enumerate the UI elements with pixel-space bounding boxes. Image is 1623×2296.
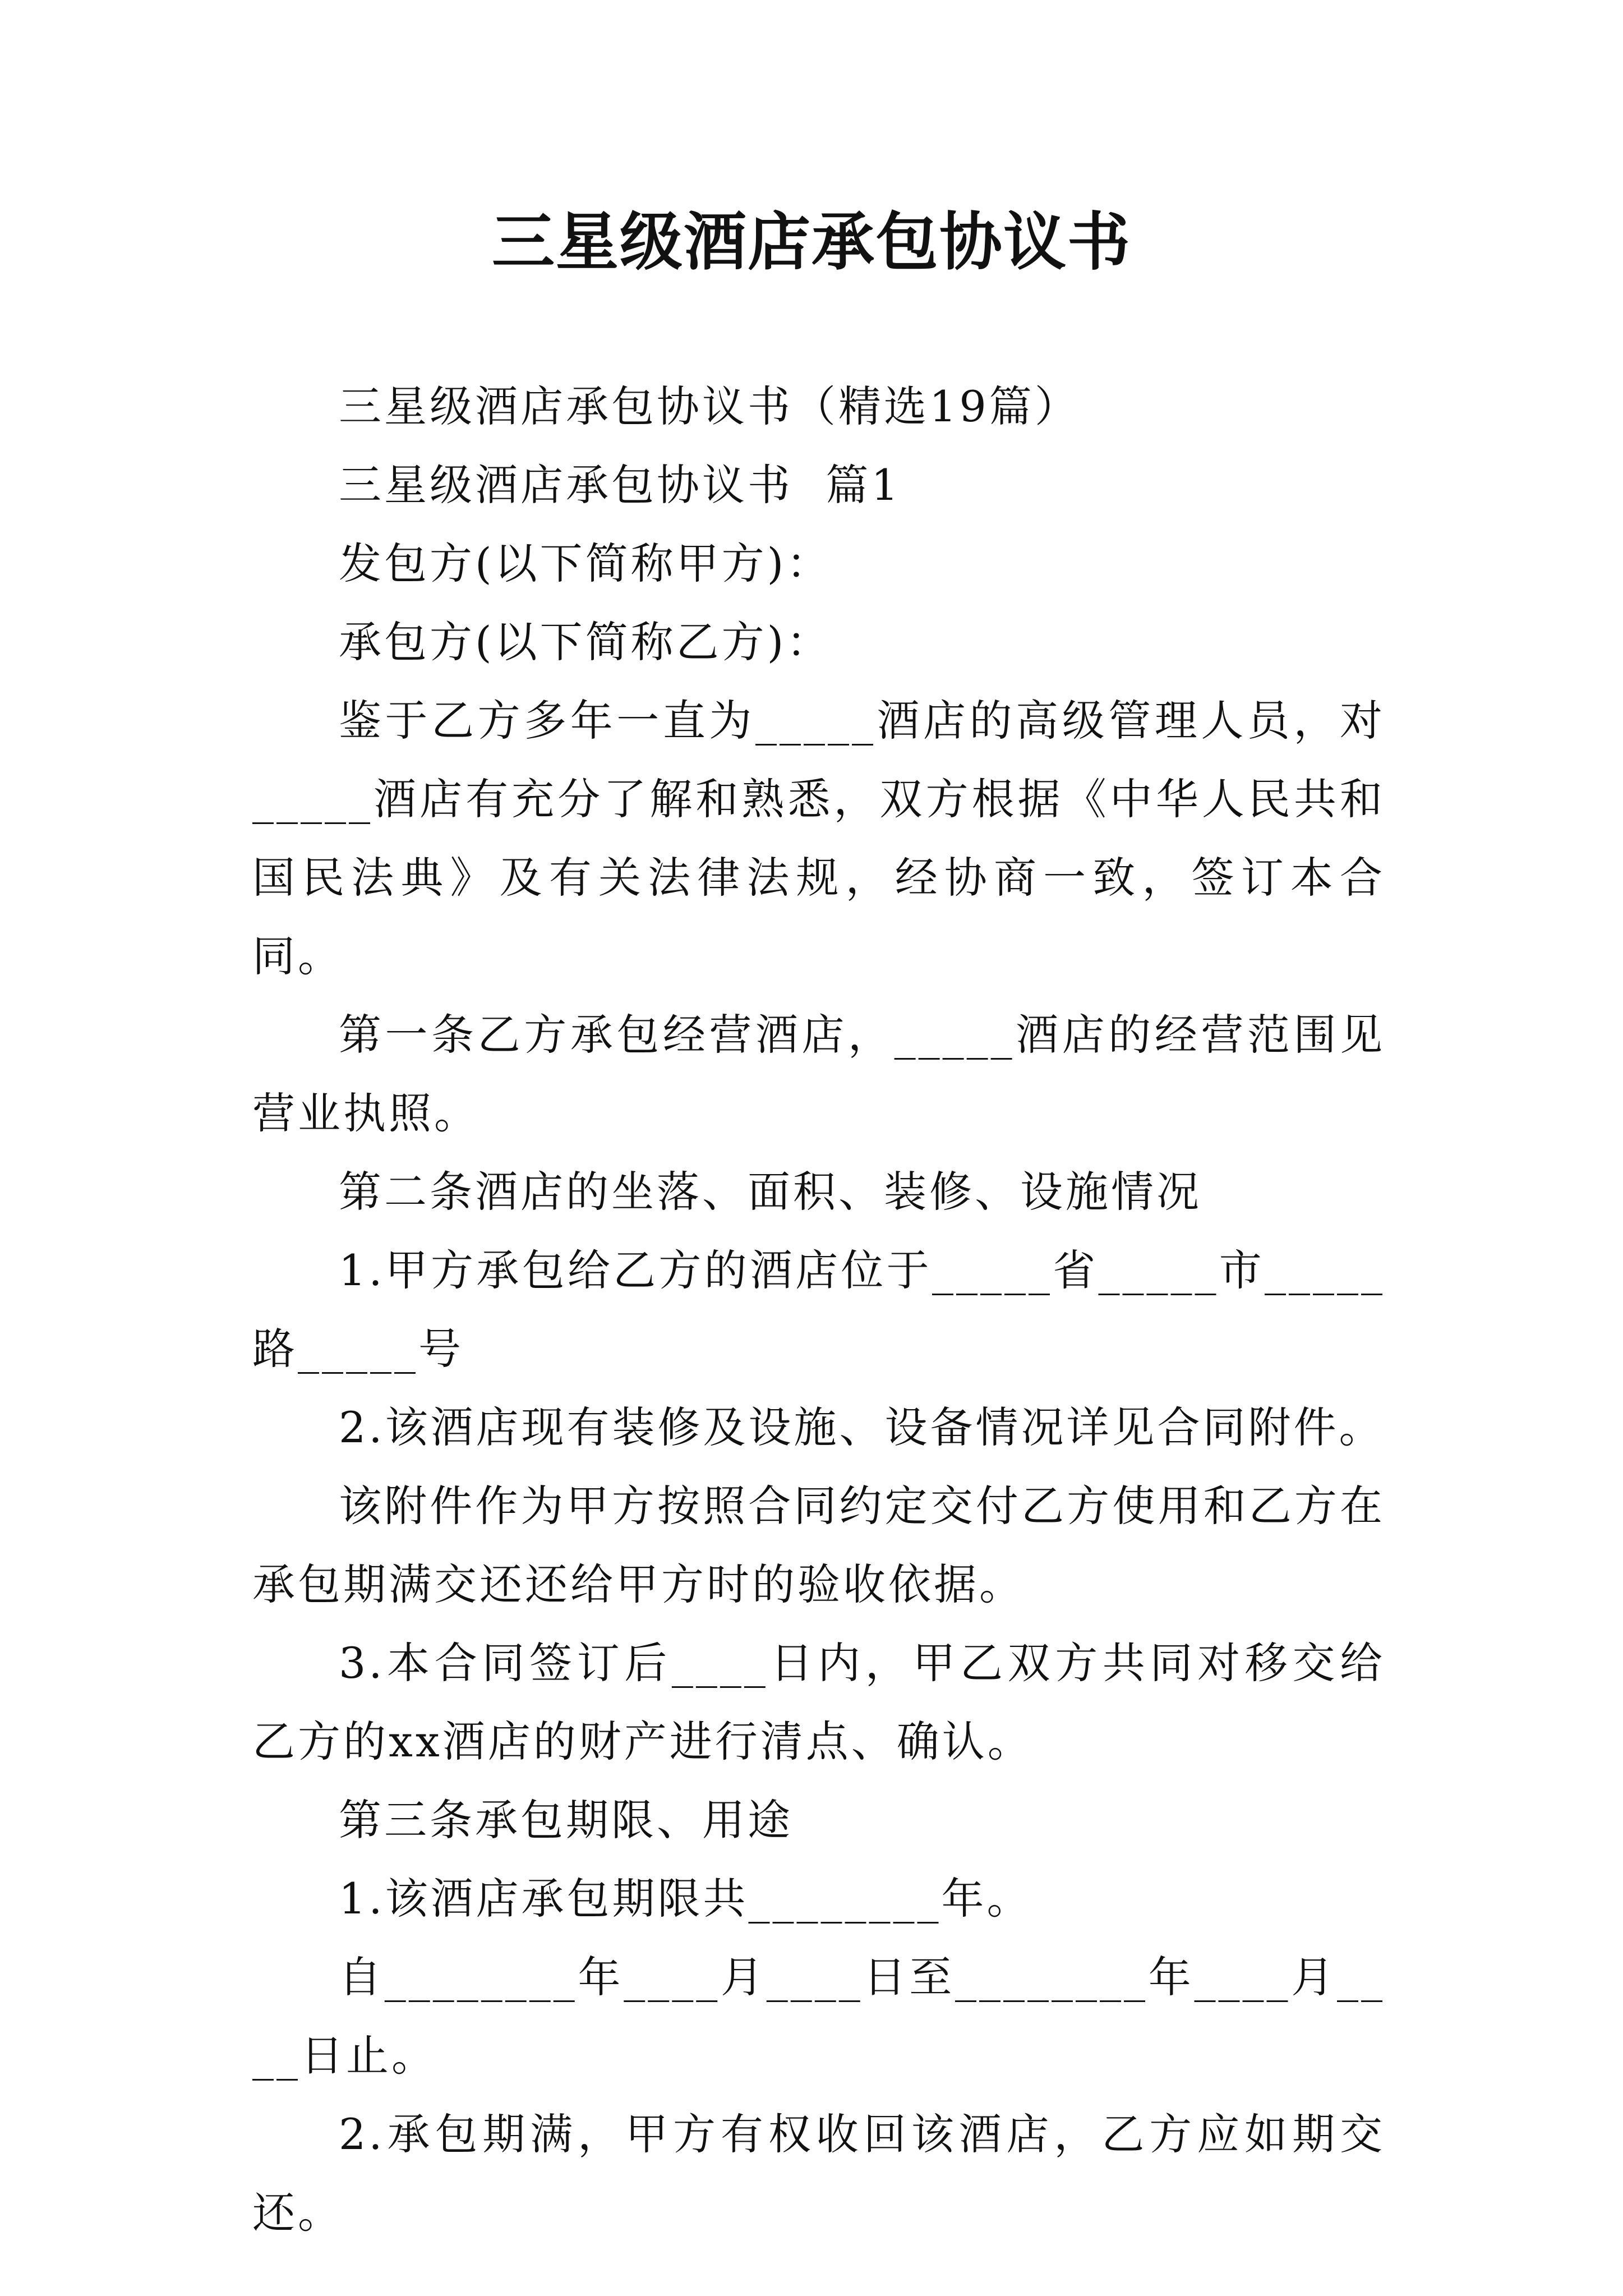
document-title: 三星级酒店承包协议书 — [492, 205, 1131, 279]
article-3-heading: 第三条承包期限、用途 — [339, 1795, 793, 1845]
article-2-item-2: 2.该酒店现有装修及设施、设备情况详见合同附件。 — [339, 1402, 1385, 1452]
article-1-paragraph: 第一条乙方承包经营酒店，_____酒店的经营范围见营业执照。 — [252, 1010, 1385, 1138]
article-2-appendix-note: 该附件作为甲方按照合同约定交付乙方使用和乙方在承包期满交还还给甲方时的验收依据。 — [252, 1481, 1385, 1609]
article-2-heading: 第二条酒店的坐落、面积、装修、设施情况 — [339, 1167, 1202, 1217]
subtitle-paragraph: 三星级酒店承包协议书（精选19篇） — [339, 381, 1080, 431]
article-3-item-1: 1.该酒店承包期限共________年。 — [339, 1874, 1032, 1924]
document-body — [252, 367, 1385, 2252]
section-heading: 三星级酒店承包协议书 篇1 — [339, 460, 901, 510]
article-2-item-1: 1.甲方承包给乙方的酒店位于_____省_____市_____路_____号 — [252, 1245, 1385, 1374]
party-b-line: 承包方(以下简称乙方)： — [339, 617, 832, 667]
term-dates-line: 自________年____月____日至________年____月____日止。 — [252, 1952, 1385, 2081]
preamble-paragraph: 鉴于乙方多年一直为_____酒店的高级管理人员，对_____酒店有充分了解和熟悉，双方根据《中华人民共和国民法典》及有关法律法规，经协商一致，签订本合同。 — [252, 696, 1385, 981]
article-3-item-2: 2.承包期满，甲方有权收回该酒店，乙方应如期交还。 — [252, 2109, 1385, 2238]
article-2-item-3: 3.本合同签订后____日内，甲乙双方共同对移交给乙方的xx酒店的财产进行清点、确认。 — [252, 1638, 1385, 1766]
party-a-line: 发包方(以下简称甲方)： — [339, 539, 832, 588]
